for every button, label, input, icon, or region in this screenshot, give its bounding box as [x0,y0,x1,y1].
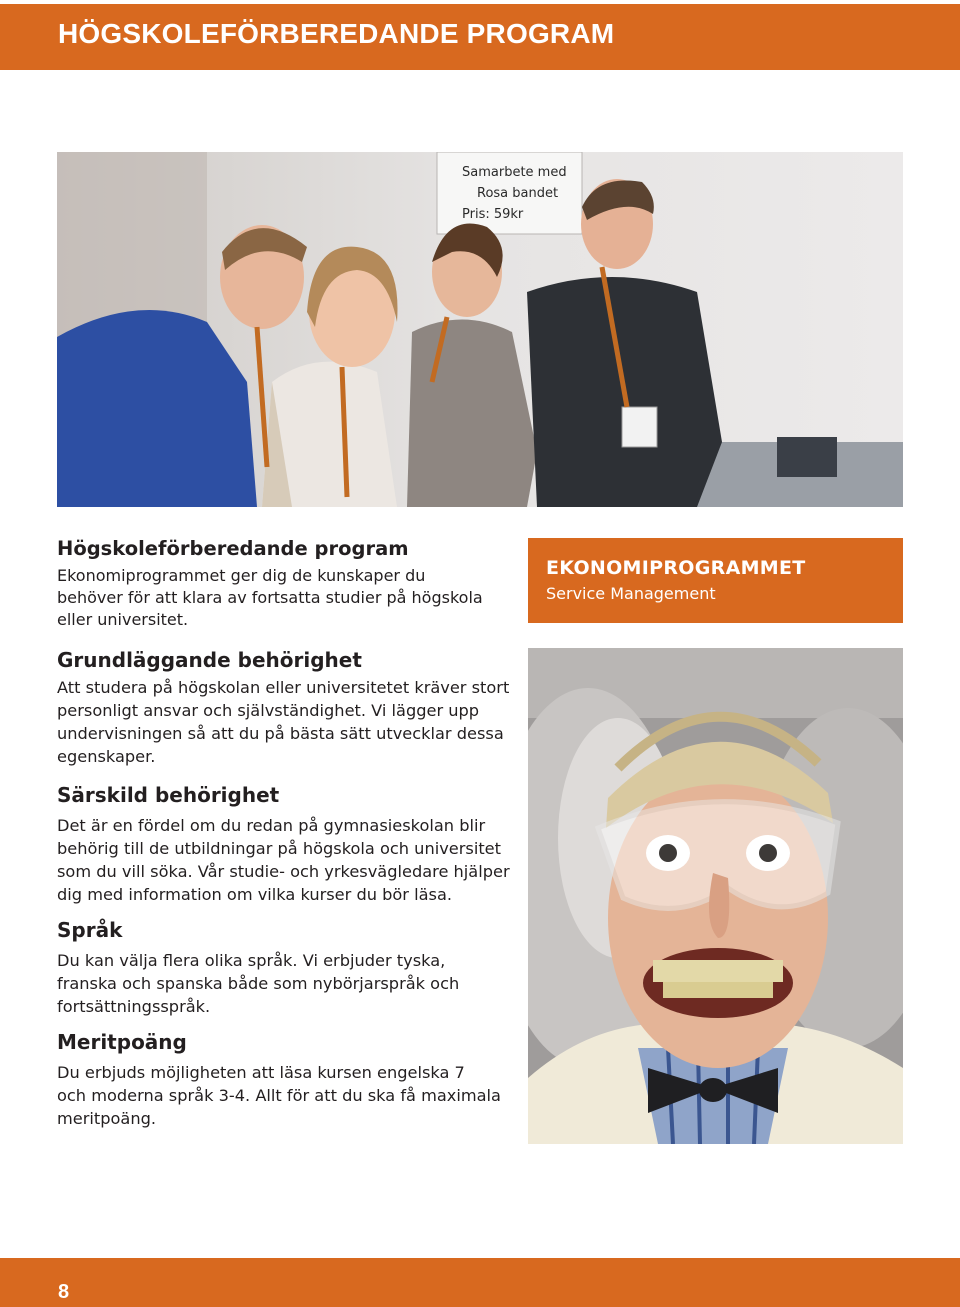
section-meritpoang [57,1029,517,1130]
section-body [57,949,517,1018]
program-title: EKONOMIPROGRAMMET [546,557,806,579]
costume-photo [528,648,903,1144]
page-number: 8 [58,1281,70,1303]
intro-line: eller universitet. [57,610,189,629]
section-line: fortsättningsspråk. [57,997,211,1016]
section-line: personligt ansvar och självständighet. Vi lägger upp [57,701,480,720]
intro-block [57,536,517,631]
section-sarskild [57,782,517,906]
intro-body [57,565,517,631]
section-body [57,676,517,768]
section-sprak [57,917,517,1018]
section-body [57,814,517,906]
section-heading: Grundläggande behörighet [57,648,362,672]
students-photo [57,152,903,507]
intro-line: behöver för att klara av fortsatta studier på högskola [57,588,483,607]
section-line: och moderna språk 3-4. Allt för att du ska få maximala [57,1086,501,1105]
section-heading: Språk [57,918,123,942]
program-subtitle: Service Management [546,584,716,603]
program-box [528,538,903,623]
section-line: egenskaper. [57,747,156,766]
sign-line-3: Pris: 59kr [462,207,524,222]
section-line: Att studera på högskolan eller universitetet kräver stort [57,678,510,697]
section-line: meritpoäng. [57,1109,157,1128]
section-line: som du vill söka. Vår studie- och yrkesvägledare hjälper [57,862,510,881]
footer-band [0,1258,960,1307]
section-line: Du kan välja flera olika språk. Vi erbjuder tyska, [57,951,446,970]
section-grundlaggande [57,647,517,768]
page-header-title: HÖGSKOLEFÖRBEREDANDE PROGRAM [58,18,615,49]
section-line: Det är en fördel om du redan på gymnasieskolan blir [57,816,486,835]
section-line: behörig till de utbildningar på högskola och universitet [57,839,501,858]
section-heading: Särskild behörighet [57,783,280,807]
section-line: Du erbjuds möjligheten att läsa kursen engelska 7 [57,1063,465,1082]
section-heading: Meritpoäng [57,1030,187,1054]
section-line: franska och spanska både som nybörjarspråk och [57,974,460,993]
sign-line-1: Samarbete med [462,165,567,180]
section-line: dig med information om vilka kurser du bör läsa. [57,885,453,904]
sign-line-2: Rosa bandet [477,186,559,201]
section-line: undervisningen så att du på bästa sätt utvecklar dessa [57,724,504,743]
section-body [57,1061,517,1130]
intro-line: Ekonomiprogrammet ger dig de kunskaper du [57,566,426,585]
intro-heading: Högskoleförberedande program [57,537,409,560]
